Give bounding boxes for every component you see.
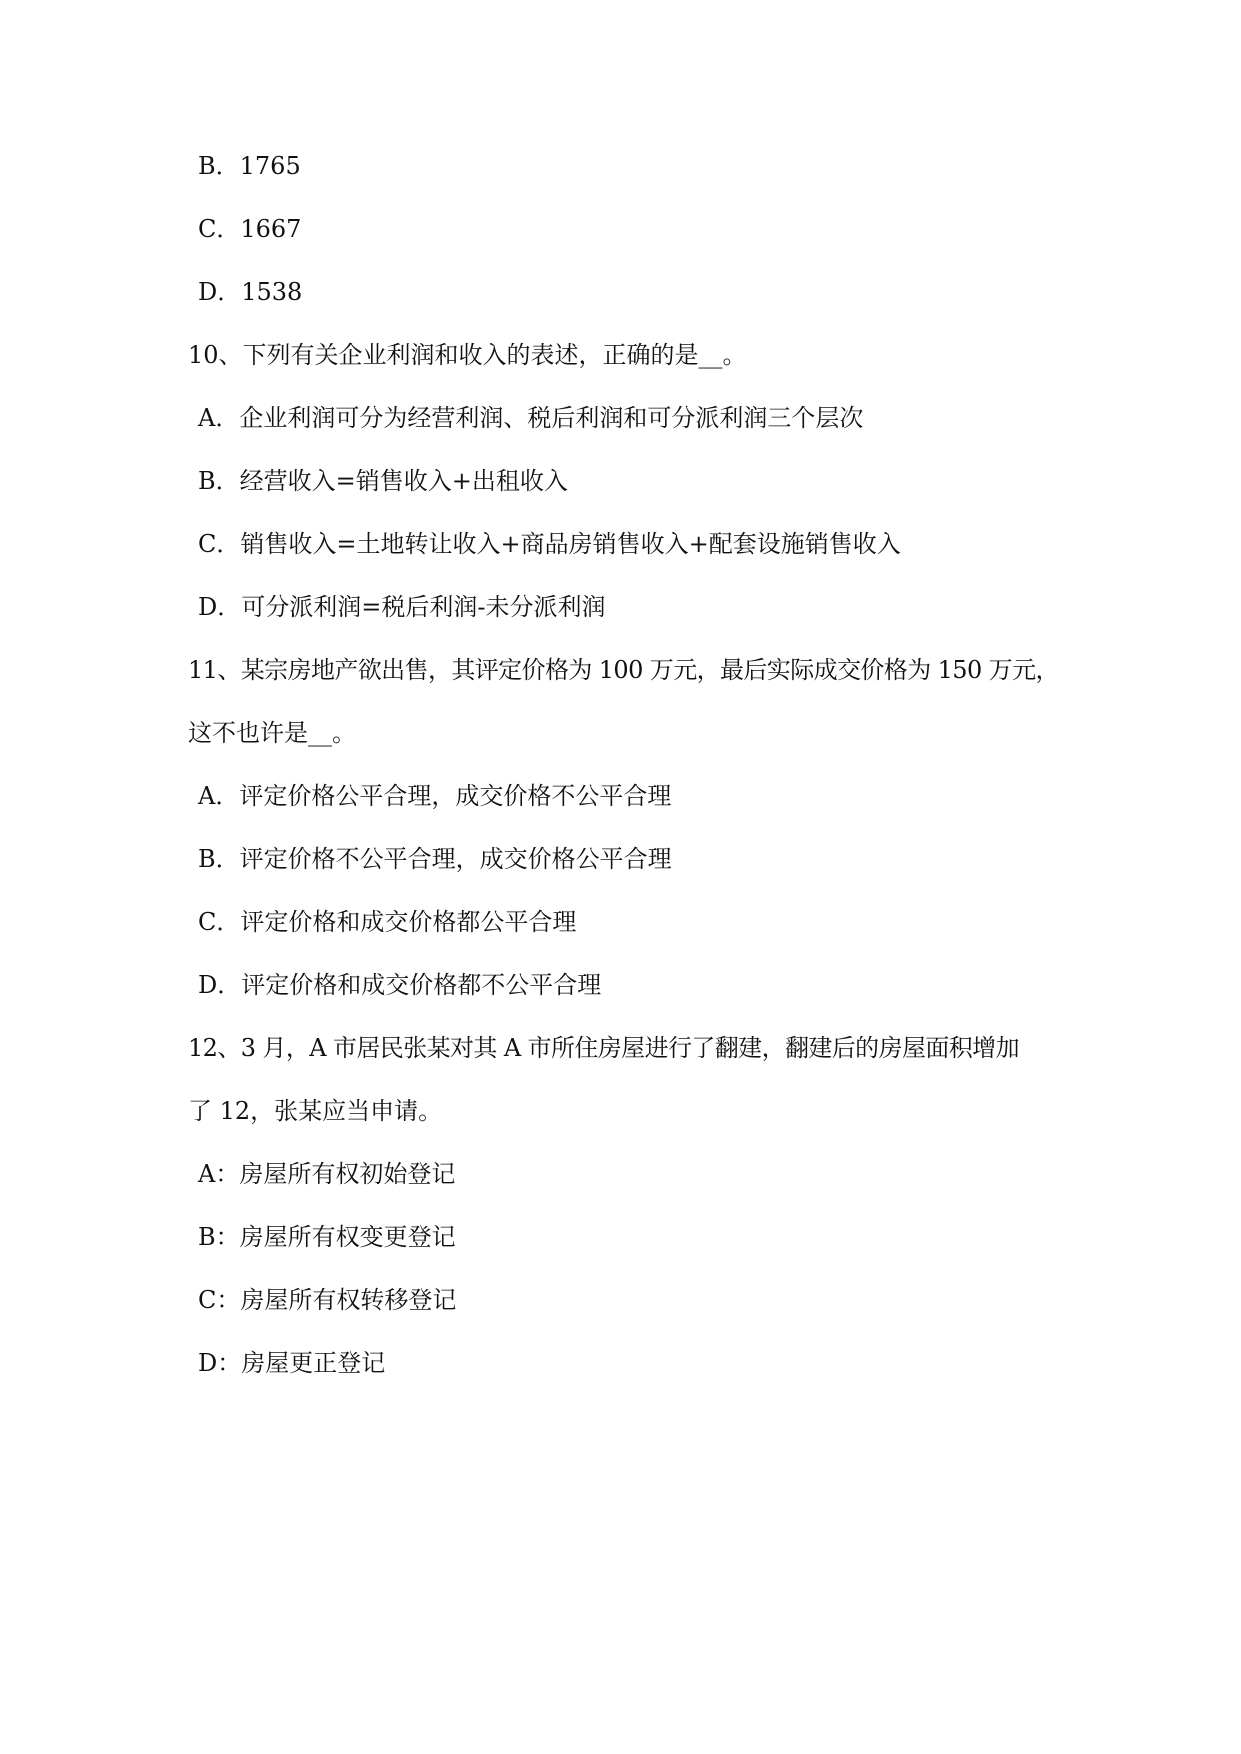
question-12-stem-line2: 了 12，张某应当申请。 [188,1097,443,1125]
option-text: 企业利润可分为经营利润、税后利润和可分派利润三个层次 [239,404,864,432]
option-text: 房屋所有权转移登记 [240,1286,457,1314]
option-text: 房屋所有权变更登记 [239,1223,456,1251]
option-text: 1538 [241,278,303,306]
q10-option-b [198,465,568,497]
option-d [198,276,302,308]
option-text: 1667 [240,215,302,243]
option-text: 经营收入=销售收入+出租收入 [239,467,568,495]
question-10-stem: 10、下列有关企业利润和收入的表述，正确的是__。 [188,341,747,369]
option-b [198,150,301,182]
option-text: 房屋更正登记 [241,1349,386,1377]
q10-option-c [198,528,901,560]
option-letter: D． [198,278,242,306]
option-letter: D． [198,593,242,621]
option-letter: A． [198,404,240,432]
option-letter: C． [198,215,241,243]
q11-option-b [198,843,672,875]
option-letter: A． [198,782,240,810]
option-letter: C： [198,1286,241,1314]
q12-option-d [198,1347,385,1379]
option-text: 评定价格和成交价格都公平合理 [240,908,577,936]
option-letter: C． [198,530,241,558]
option-c [198,213,301,245]
option-letter: C． [198,908,241,936]
option-letter: D． [198,971,242,999]
option-letter: B． [198,152,240,180]
q10-option-d [198,591,605,623]
option-text: 房屋所有权初始登记 [239,1160,456,1188]
option-letter: B： [198,1223,240,1251]
q12-option-a [198,1158,455,1190]
option-letter: A： [198,1160,240,1188]
option-text: 评定价格不公平合理，成交价格公平合理 [239,845,672,873]
option-letter: B． [198,467,240,495]
q11-option-a [198,780,671,812]
option-text: 评定价格和成交价格都不公平合理 [241,971,602,999]
q10-option-a [198,402,863,434]
option-text: 可分派利润=税后利润-未分派利润 [241,593,606,621]
q12-option-b [198,1221,456,1253]
option-letter: B． [198,845,240,873]
option-text: 1765 [239,152,301,180]
q11-option-c [198,906,576,938]
question-11-stem-line2: 这不也许是__。 [188,719,356,747]
option-text: 销售收入=土地转让收入+商品房销售收入+配套设施销售收入 [240,530,901,558]
q11-option-d [198,969,601,1001]
option-text: 评定价格公平合理，成交价格不公平合理 [239,782,672,810]
question-12-stem-line1: 12、3 月，A 市居民张某对其 A 市所住房屋进行了翻建，翻建后的房屋面积增加 [188,1034,1019,1062]
q12-option-c [198,1284,456,1316]
question-11-stem-line1: 11、某宗房地产欲出售，其评定价格为 100 万元，最后实际成交价格为 150 万元， [188,656,1059,684]
option-letter: D： [198,1349,242,1377]
